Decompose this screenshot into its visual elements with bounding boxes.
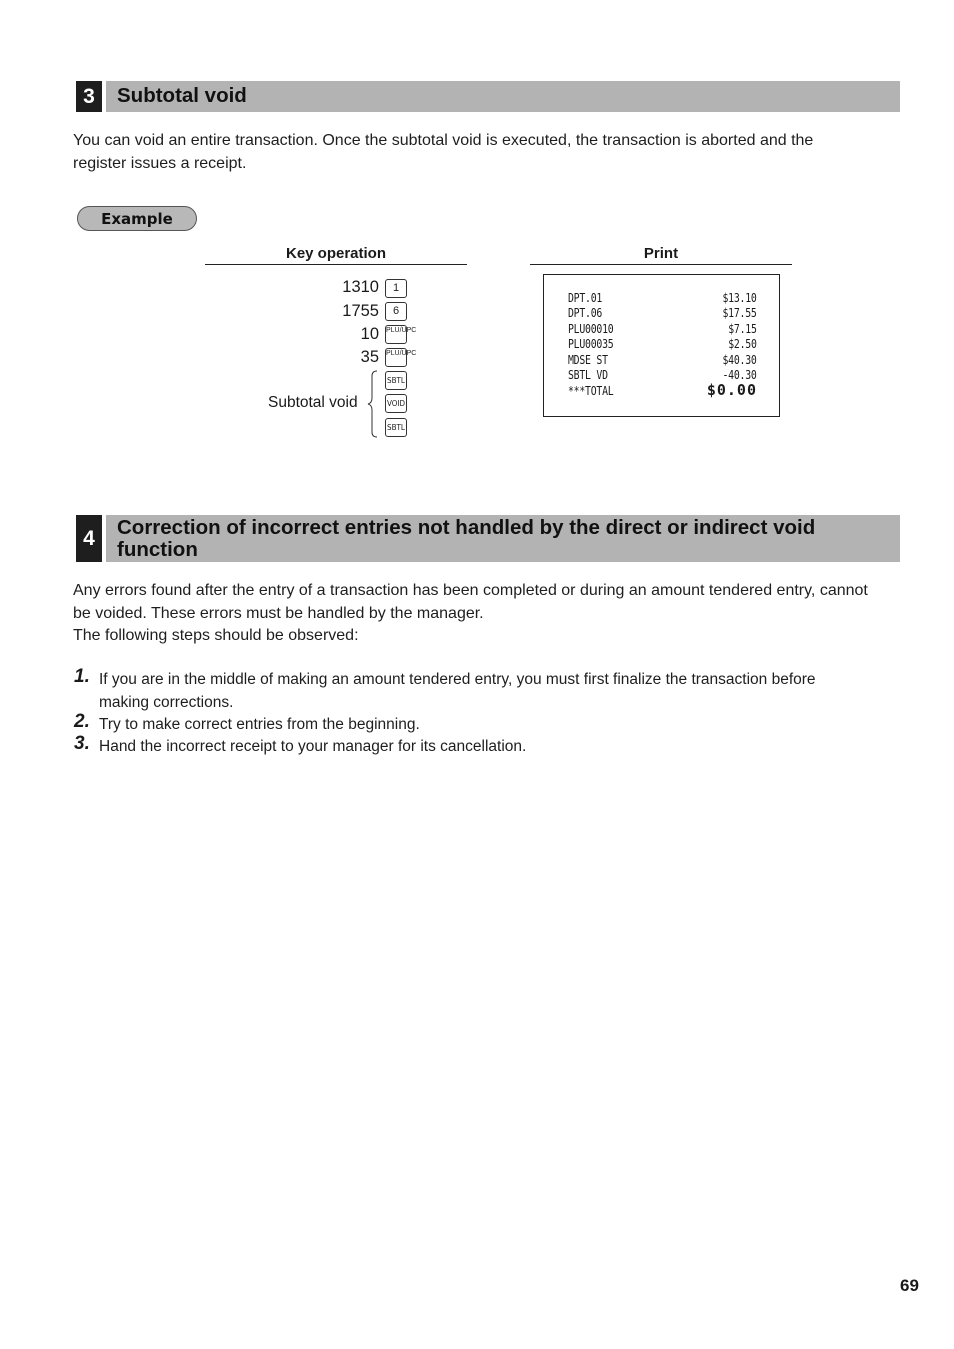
- section-title: Subtotal void: [117, 84, 247, 107]
- receipt-line-label: SBTL VD: [568, 368, 608, 382]
- receipt-line-value: $2.50: [728, 337, 757, 351]
- key-1: 1: [385, 279, 407, 298]
- entry-amount: 35: [360, 348, 379, 366]
- receipt-line-value: $40.30: [722, 353, 757, 367]
- entry-amount: 10: [360, 325, 379, 343]
- receipt-print: [543, 274, 780, 417]
- key-plu-upc: PLU/UPC: [385, 348, 407, 367]
- key-sbtl: SBTL: [385, 371, 407, 390]
- paragraph-line: Any errors found after the entry of a transaction has been completed or during an amount tendered entry, cannot: [73, 582, 868, 599]
- page-number: 69: [900, 1276, 919, 1295]
- receipt-line-label: MDSE ST: [568, 353, 608, 367]
- divider: [205, 264, 467, 265]
- step-text: [99, 669, 899, 714]
- divider: [530, 264, 792, 265]
- receipt-total-value: $0.00: [706, 381, 757, 399]
- brace-icon: [367, 370, 381, 438]
- receipt-line-label: ***TOTAL: [568, 384, 614, 398]
- step-number: 2.: [74, 711, 90, 732]
- key-void: VOID: [385, 394, 407, 413]
- step-text: Try to make correct entries from the beginning.: [99, 716, 420, 733]
- receipt-line-value: $17.55: [722, 306, 757, 320]
- receipt-line-label: PLU00035: [568, 337, 614, 351]
- section-title: [117, 517, 815, 561]
- section-number-badge: 4: [76, 515, 102, 562]
- paragraph-line: be voided. These errors must be handled by the manager.: [73, 604, 484, 622]
- step-number: 1.: [74, 666, 90, 687]
- paragraph-line: The following steps should be observed:: [73, 627, 359, 644]
- step-number: 3.: [74, 733, 90, 754]
- section-title-line: Correction of incorrect entries not handled by the direct or indirect void: [117, 516, 816, 539]
- step-line: If you are in the middle of making an amount tendered entry, you must first finalize the transaction before: [99, 671, 816, 688]
- intro-line: You can void an entire transaction. Once the subtotal void is executed, the transaction is aborted and the: [73, 132, 814, 149]
- intro-paragraph: [73, 130, 813, 175]
- key-6: 6: [385, 302, 407, 321]
- example-label: Example: [77, 206, 197, 231]
- step-text: Hand the incorrect receipt to your manager for its cancellation.: [99, 738, 527, 755]
- section-title-line: function: [117, 538, 198, 561]
- subtotal-void-label: Subtotal void: [268, 394, 358, 411]
- entry-amount: 1755: [342, 302, 379, 320]
- print-header: Print: [643, 245, 679, 262]
- receipt-line-label: PLU00010: [568, 322, 614, 336]
- entry-amount: 1310: [342, 278, 379, 296]
- receipt-line-value: $13.10: [722, 291, 757, 305]
- receipt-line-value: -40.30: [722, 368, 757, 382]
- section-number-badge: 3: [76, 81, 102, 112]
- key-plu-upc: PLU/UPC: [385, 325, 407, 344]
- receipt-line-value: $7.15: [728, 322, 757, 336]
- key-sbtl: SBTL: [385, 418, 407, 437]
- receipt-line-label: DPT.06: [568, 306, 603, 320]
- intro-line: register issues a receipt.: [73, 154, 247, 172]
- step-line: making corrections.: [99, 693, 234, 711]
- section-paragraph: [73, 580, 868, 648]
- receipt-line-label: DPT.01: [568, 291, 603, 305]
- key-operation-header: Key operation: [285, 245, 387, 262]
